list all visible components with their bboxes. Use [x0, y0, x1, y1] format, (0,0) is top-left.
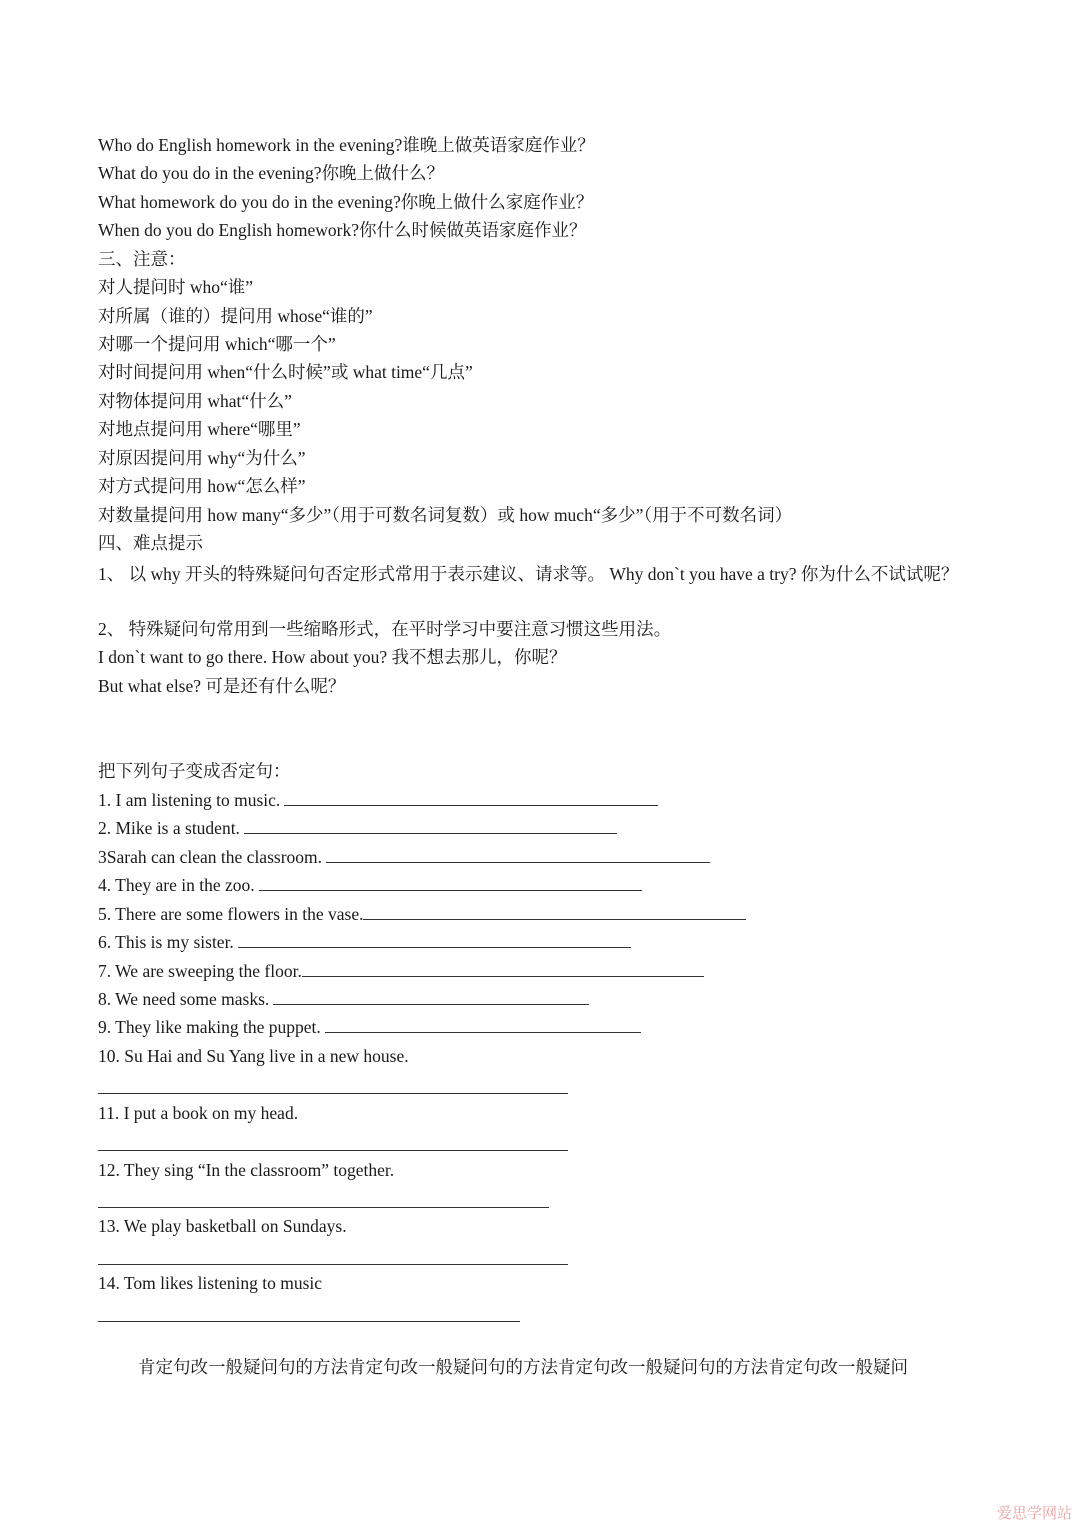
exercise-text: 4. They are in the zoo.	[98, 875, 255, 895]
exercise-text: 8. We need some masks.	[98, 989, 270, 1009]
note-item: 对物体提问用 what“什么”	[98, 391, 292, 411]
section-title: 肯定句改一般疑问句的方法肯定句改一般疑问句的方法肯定句改一般疑问句的方法肯定句改一般疑问	[138, 1357, 908, 1377]
exercise-text: 9. They like making the puppet.	[98, 1017, 321, 1037]
watermark-text: 爱思学网站	[996, 1504, 1072, 1522]
difficulty-tip-1: 1、 以 why 开头的特殊疑问句否定形式常用于表示建议、请求等。 Why don`t you have a try? 你为什么不试试呢？	[98, 564, 959, 584]
exercise-item	[98, 931, 631, 953]
intro-line: What homework do you do in the evening?你晚上做什么家庭作业？	[98, 192, 594, 212]
exercise-item	[98, 903, 746, 925]
exercise-text: 6. This is my sister.	[98, 932, 234, 952]
note-item: 对原因提问用 why“为什么”	[98, 448, 306, 468]
difficulty-tip-2: 2、 特殊疑问句常用到一些缩略形式，在平时学习中要注意习惯这些用法。	[98, 619, 672, 639]
notes-heading: 三、注意：	[98, 249, 186, 269]
answer-blank[interactable]	[284, 791, 658, 806]
note-item: 对方式提问用 how“怎么样”	[98, 476, 306, 496]
note-item: 对时间提问用 when“什么时候”或 what time“几点”	[98, 362, 473, 382]
answer-blank[interactable]	[273, 990, 589, 1005]
exercise-text: 3Sarah can clean the classroom.	[98, 847, 323, 867]
note-item: 对人提问时 who“谁”	[98, 277, 254, 297]
note-item: 对所属（谁的）提问用 whose“谁的”	[98, 306, 373, 326]
answer-blank[interactable]	[325, 1018, 641, 1033]
exercise-item	[98, 817, 617, 839]
note-item: 对地点提问用 where“哪里”	[98, 419, 301, 439]
exercise-text: 1. I am listening to music.	[98, 790, 281, 810]
answer-blank[interactable]	[363, 905, 746, 920]
exercise-item	[98, 789, 658, 811]
answer-blank[interactable]	[244, 819, 617, 834]
difficulty-heading: 四、难点提示	[98, 533, 203, 553]
exercise-item	[98, 960, 704, 982]
exercise-item: 14. Tom likes listening to music	[98, 1273, 323, 1293]
answer-blank[interactable]	[326, 848, 710, 863]
exercise-heading: 把下列句子变成否定句：	[98, 761, 291, 781]
intro-line: When do you do English homework?你什么时候做英语家庭作业？	[98, 220, 587, 240]
example-sentence: But what else? 可是还有什么呢？	[98, 676, 346, 696]
answer-line[interactable]	[98, 1264, 568, 1265]
exercise-item	[98, 874, 642, 896]
answer-line[interactable]	[98, 1207, 549, 1208]
exercise-item	[98, 988, 589, 1010]
intro-line: Who do English homework in the evening?谁晚上做英语家庭作业？	[98, 135, 595, 155]
answer-blank[interactable]	[259, 876, 642, 891]
exercise-text: 7. We are sweeping the floor.	[98, 961, 302, 981]
answer-line[interactable]	[98, 1150, 568, 1151]
answer-line[interactable]	[98, 1321, 520, 1322]
exercise-item: 11. I put a book on my head.	[98, 1103, 299, 1123]
exercise-item	[98, 1016, 641, 1038]
example-sentence: I don`t want to go there. How about you? 我不想去那儿，你呢？	[98, 647, 567, 667]
note-item: 对哪一个提问用 which“哪一个”	[98, 334, 336, 354]
exercise-text: 2. Mike is a student.	[98, 818, 240, 838]
answer-line[interactable]	[98, 1093, 568, 1094]
exercise-item: 10. Su Hai and Su Yang live in a new house.	[98, 1046, 409, 1066]
answer-blank[interactable]	[238, 933, 631, 948]
note-item: 对数量提问用 how many“多少”（用于可数名词复数）或 how much“多少”（用于不可数名词）	[98, 505, 793, 525]
exercise-item: 13. We play basketball on Sundays.	[98, 1216, 347, 1236]
exercise-text: 5. There are some flowers in the vase.	[98, 904, 364, 924]
intro-line: What do you do in the evening?你晚上做什么？	[98, 163, 445, 183]
exercise-item	[98, 846, 710, 868]
exercise-item: 12. They sing “In the classroom” together.	[98, 1160, 395, 1180]
answer-blank[interactable]	[302, 962, 704, 977]
